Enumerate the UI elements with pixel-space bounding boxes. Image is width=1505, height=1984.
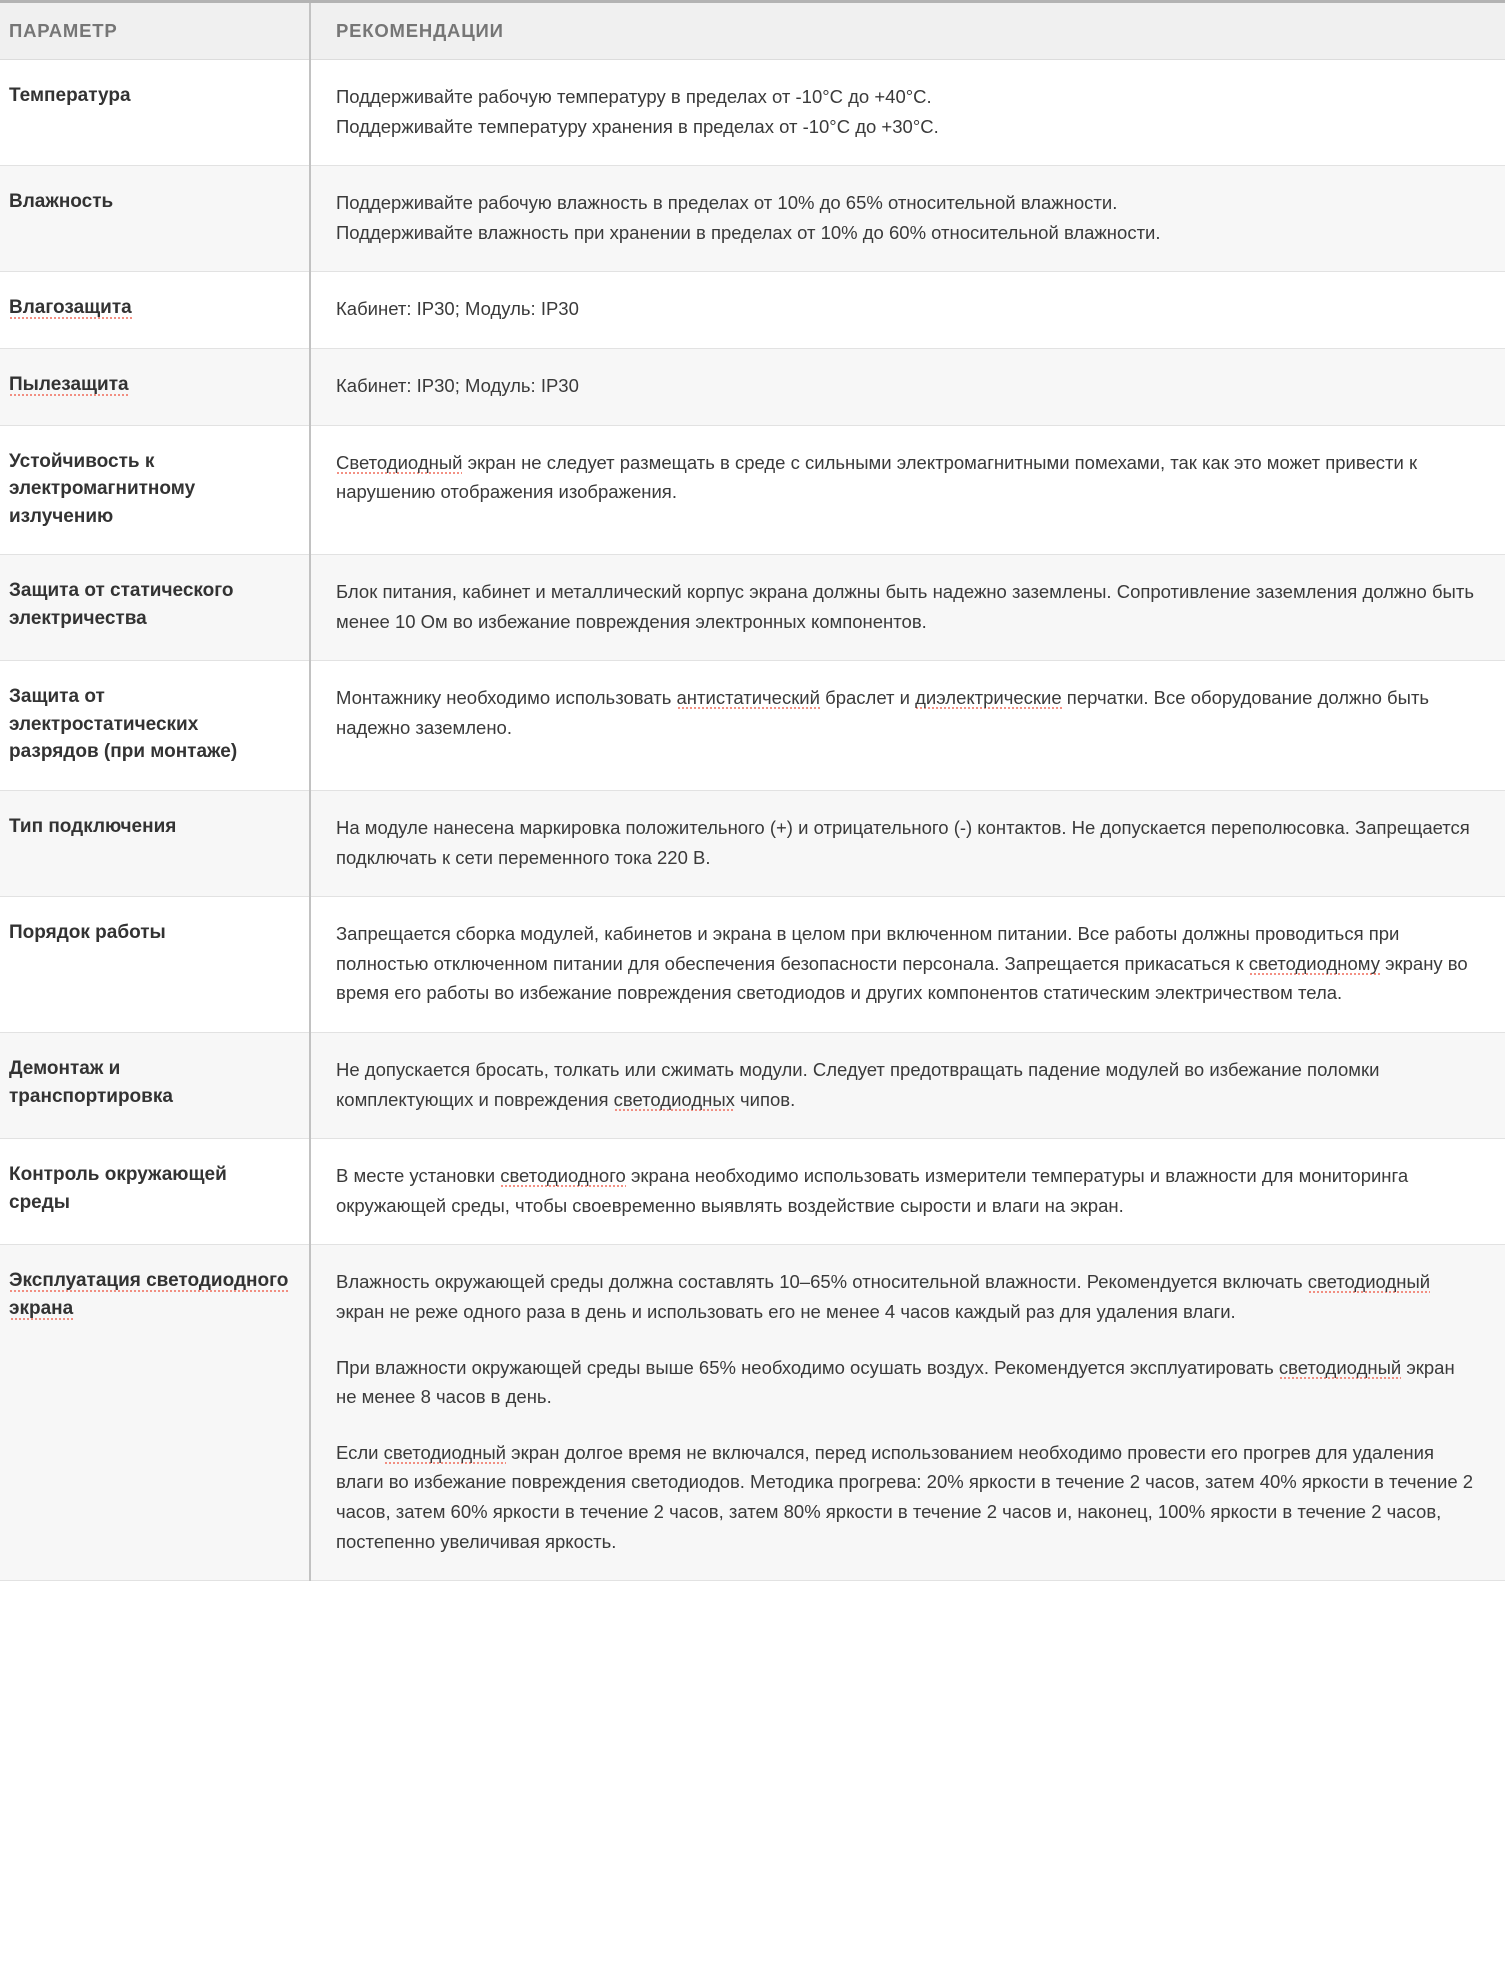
table-row (0, 1033, 1505, 1139)
spellcheck-word: Эксплуатация светодиодного экрана (9, 1270, 289, 1319)
recommendation-line: Поддерживайте температуру хранения в пределах от -10°C до +30°C. (336, 115, 939, 137)
recommendation-cell (310, 791, 1505, 897)
recommendation-line: Кабинет: IP30; Модуль: IP30 (336, 374, 579, 396)
spellcheck-word: Влагозащита (9, 297, 132, 319)
table-header-row (0, 2, 1505, 60)
parameter-cell: Устойчивость к электромагнитному излучению (0, 425, 310, 555)
table-row (0, 1245, 1505, 1581)
recommendation-paragraph: Влажность окружающей среды должна составлять 10–65% относительной влажности. Рекомендуется включать светодиодный экран не реже одного раза в день и использовать его не менее 4 часов каждый раз для удаления влаги. (336, 1271, 1431, 1322)
table-row (0, 897, 1505, 1033)
recommendation-cell (310, 661, 1505, 791)
recommendation-line: Поддерживайте рабочую температуру в пределах от -10°C до +40°C. (336, 86, 932, 107)
column-header-recommendations: РЕКОМЕНДАЦИИ (310, 2, 1505, 60)
parameter-cell (0, 348, 310, 425)
table-row (0, 791, 1505, 897)
spellcheck-word: Пылезащита (9, 373, 129, 395)
table-header (0, 2, 1505, 60)
recommendation-cell (310, 425, 1505, 555)
recommendation-paragraph: В месте установки светодиодного экрана необходимо использовать измерители температуры и влажности для мониторинга окружающей среды, чтобы своевременно выявлять воздействие сырости и влаги на экран. (336, 1165, 1409, 1216)
table-body (0, 60, 1505, 1581)
recommendation-paragraph: Запрещается сборка модулей, кабинетов и экрана в целом при включенном питании. Все работы должны проводиться при полностью отключенном питании для обеспечения безопасности персонала. Запрещается прикасаться к светодиодному экрану во время его работы во избежание повреждения светодиодов и других компонентов статическим электричеством тела. (336, 923, 1468, 1004)
recommendation-cell (310, 166, 1505, 272)
recommendation-paragraph: Светодиодный экран не следует размещать в среде с сильными электромагнитными помехами, так как это может привести к нарушению отображения изображения. (336, 451, 1418, 503)
recommendation-paragraph: Если светодиодный экран долгое время не включался, перед использованием необходимо провести его прогрев для удаления влаги во избежание повреждения светодиодов. Методика прогрева: 20% яркости в течение 2 часов, затем 40% яркости в течение 2 часов, затем 60% яркости в течение 2 часов, затем 80% яркости в течение 2 часов и, наконец, 100% яркости в течение 2 часов, постепенно увеличивая яркость. (336, 1441, 1474, 1552)
recommendation-line: Поддерживайте рабочую влажность в пределах от 10% до 65% относительной влажности. (336, 192, 1118, 214)
recommendation-cell (310, 272, 1505, 349)
table-row (0, 425, 1505, 555)
table-row (0, 661, 1505, 791)
table-row (0, 555, 1505, 661)
recommendation-cell (310, 1139, 1505, 1245)
recommendation-paragraph: При влажности окружающей среды выше 65% необходимо осушать воздух. Рекомендуется эксплуатировать светодиодный экран не менее 8 часов в день. (336, 1356, 1455, 1408)
recommendation-cell (310, 897, 1505, 1033)
recommendation-paragraph: Не допускается бросать, толкать или сжимать модули. Следует предотвращать падение модулей во избежание поломки комплектующих и повреждения светодиодных чипов. (336, 1059, 1380, 1110)
parameter-cell: Защита от статического электричества (0, 555, 310, 661)
table-row (0, 166, 1505, 272)
table-row (0, 272, 1505, 349)
parameter-cell: Температура (0, 60, 310, 166)
recommendation-paragraph: Монтажнику необходимо использовать антистатический браслет и диэлектрические перчатки. Все оборудование должно быть надежно заземлено. (336, 687, 1430, 738)
parameter-cell: Порядок работы (0, 897, 310, 1033)
table-row (0, 348, 1505, 425)
recommendation-cell (310, 60, 1505, 166)
parameter-cell: Контроль окружающей среды (0, 1139, 310, 1245)
table-row (0, 60, 1505, 166)
table-row (0, 1139, 1505, 1245)
parameter-cell: Тип подключения (0, 791, 310, 897)
parameter-cell: Защита от электростатических разрядов (при монтаже) (0, 661, 310, 791)
recommendation-cell (310, 555, 1505, 661)
parameter-cell (0, 1245, 310, 1581)
parameter-cell (0, 272, 310, 349)
recommendation-line: Кабинет: IP30; Модуль: IP30 (336, 298, 579, 320)
recommendation-cell (310, 348, 1505, 425)
column-header-parameter: ПАРАМЕТР (0, 2, 310, 60)
parameter-cell: Влажность (0, 166, 310, 272)
recommendation-line: Блок питания, кабинет и металлический корпус экрана должны быть надежно заземлены. Сопротивление заземления должно быть менее 10 Ом во избежание повреждения электронных компонентов. (336, 581, 1474, 632)
recommendation-line: Поддерживайте влажность при хранении в пределах от 10% до 60% относительной влажности. (336, 221, 1161, 243)
parameter-cell: Демонтаж и транспортировка (0, 1033, 310, 1139)
recommendation-cell (310, 1245, 1505, 1581)
recommendation-cell (310, 1033, 1505, 1139)
recommendation-line: На модуле нанесена маркировка положительного (+) и отрицательного (-) контактов. Не допускается переполюсовка. Запрещается подключать к сети переменного тока 220 В. (336, 817, 1470, 868)
